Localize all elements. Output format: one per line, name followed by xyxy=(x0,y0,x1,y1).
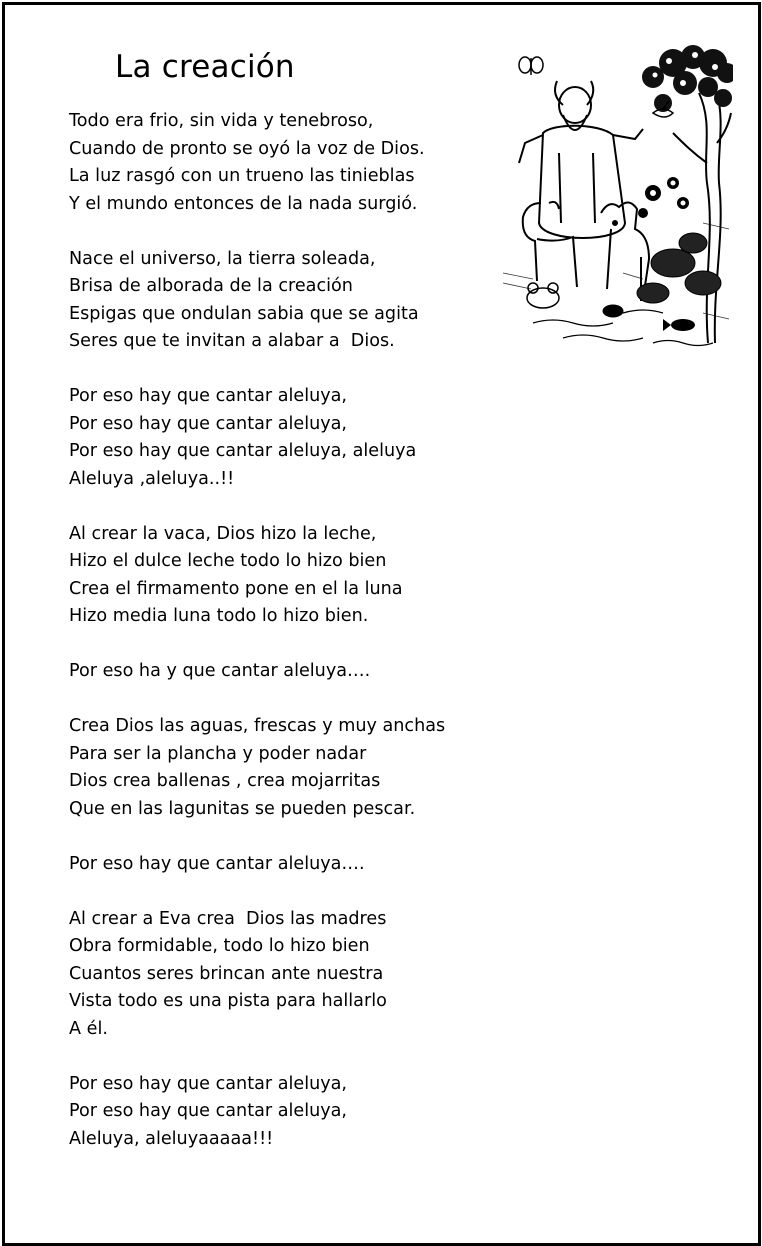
page-title: La creación xyxy=(115,49,295,85)
poem-line: Cuando de pronto se oyó la voz de Dios. xyxy=(69,138,425,159)
stanza xyxy=(69,906,445,1044)
poem-line: Brisa de alborada de la creación xyxy=(69,276,353,296)
poem-line: Para ser la plancha y poder nadar xyxy=(69,743,367,764)
creation-illustration xyxy=(503,43,733,353)
poem-line: Todo era frio, sin vida y tenebroso, xyxy=(69,111,374,131)
poem-line: Hizo media luna todo lo hizo bien. xyxy=(69,606,369,626)
stanza xyxy=(69,246,445,356)
stanza-gap xyxy=(69,1043,445,1071)
poem-line: Por eso hay que cantar aleluya, xyxy=(69,1101,348,1121)
stanza xyxy=(69,383,445,493)
poem-line: Crea el firmamento pone en el la luna xyxy=(69,578,403,599)
poem-line: Que en las lagunitas se pueden pescar. xyxy=(69,798,416,819)
poem-line: Nace el universo, la tierra soleada, xyxy=(69,248,376,269)
poem-line: Aleluya, aleluyaaaaa!!! xyxy=(69,1128,274,1149)
stanza-gap xyxy=(69,493,445,521)
poem-line: Por eso hay que cantar aleluya, xyxy=(69,413,348,434)
stanza xyxy=(69,1071,445,1154)
stanza xyxy=(69,851,445,879)
stanza-gap xyxy=(69,686,445,714)
poem-line: Aleluya ,aleluya..!! xyxy=(69,468,235,489)
poem-line: Hizo el dulce leche todo lo hizo bien xyxy=(69,551,387,571)
poem-line: La luz rasgó con un trueno las tinieblas xyxy=(69,166,415,186)
stanza-gap xyxy=(69,631,445,659)
stanza xyxy=(69,713,445,823)
poem-line: Por eso hay que cantar aleluya, xyxy=(69,1073,348,1094)
poem-line: Por eso hay que cantar aleluya…. xyxy=(69,853,365,874)
page-frame xyxy=(2,2,761,1246)
poem-line: Por eso hay que cantar aleluya, aleluya xyxy=(69,441,417,461)
poem-line: Vista todo es una pista para hallarlo xyxy=(69,991,387,1011)
poem-line: Y el mundo entonces de la nada surgió. xyxy=(69,193,418,214)
poem-line: Dios crea ballenas , crea mojarritas xyxy=(69,771,381,791)
stanza-gap xyxy=(69,356,445,384)
stanza-gap xyxy=(69,823,445,851)
poem-line: Por eso hay que cantar aleluya, xyxy=(69,386,348,406)
stanza-gap xyxy=(69,878,445,906)
poem-line: A él. xyxy=(69,1018,108,1039)
turtle-drawing xyxy=(603,305,623,317)
poem-line: Seres que te invitan a alabar a Dios. xyxy=(69,331,395,351)
poem-line: Al crear a Eva crea Dios las madres xyxy=(69,908,387,929)
stanza xyxy=(69,658,445,686)
stanza-gap xyxy=(69,218,445,246)
poem-line: Por eso ha y que cantar aleluya…. xyxy=(69,661,371,681)
poem-line: Al crear la vaca, Dios hizo la leche, xyxy=(69,523,377,544)
poem-line: Obra formidable, todo lo hizo bien xyxy=(69,936,370,956)
poem-line: Crea Dios las aguas, frescas y muy anchas xyxy=(69,716,446,736)
poem-line: Espigas que ondulan sabia que se agita xyxy=(69,303,419,324)
stanza xyxy=(69,521,445,631)
poem-body xyxy=(69,108,445,1153)
stanza xyxy=(69,108,445,218)
poem-line: Cuantos seres brincan ante nuestra xyxy=(69,963,384,984)
